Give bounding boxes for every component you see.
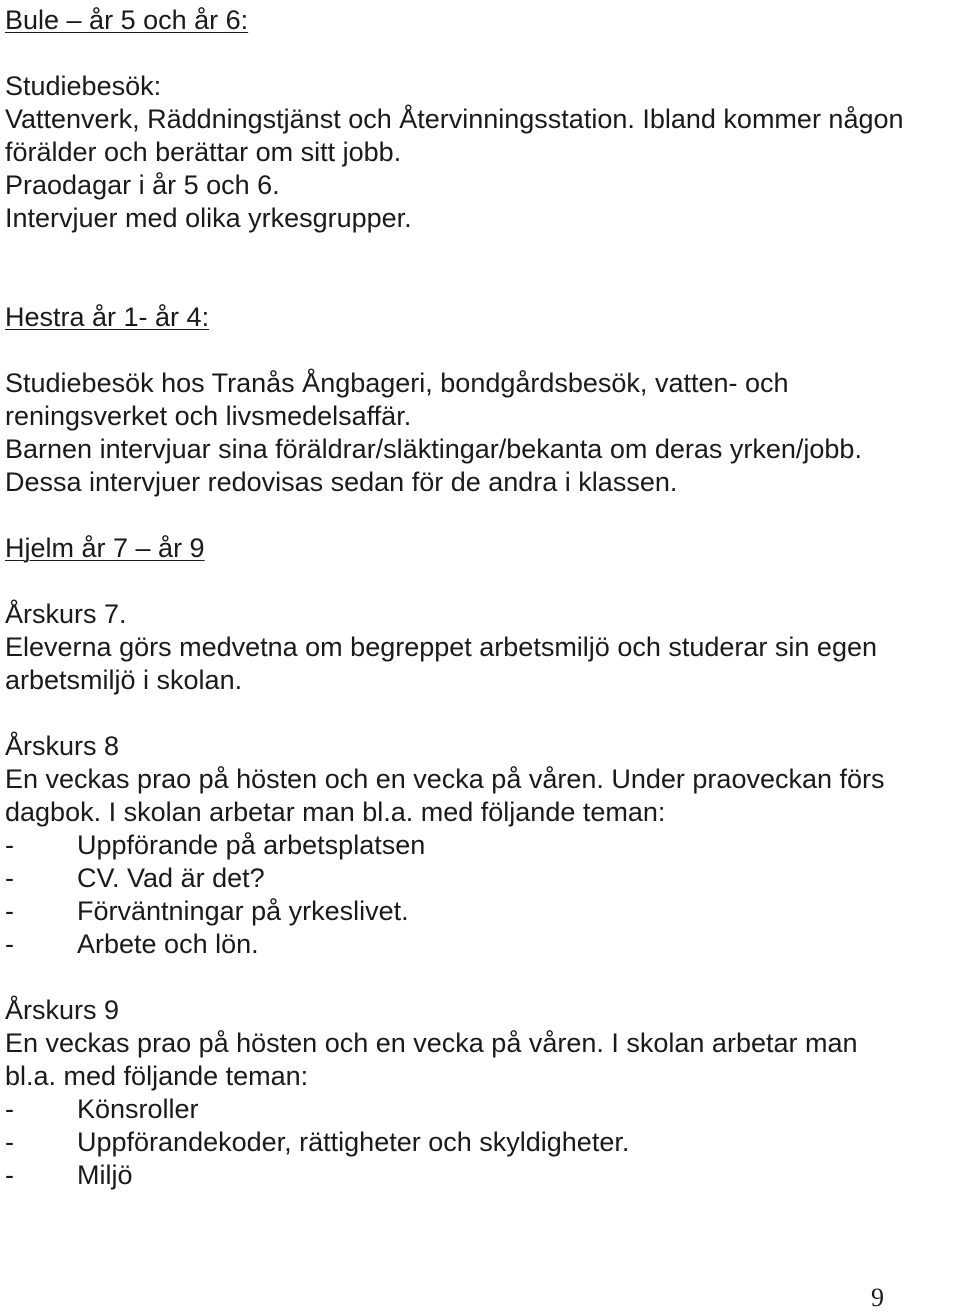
list-dash: - (5, 863, 14, 893)
list-dash: - (5, 830, 14, 860)
list-item-text: Uppförandekoder, rättigheter och skyldigheter. (77, 1127, 630, 1157)
list-item-text: Förväntningar på yrkeslivet. (77, 896, 409, 926)
list-item (5, 1159, 955, 1192)
list-item-text: Könsroller (77, 1094, 199, 1124)
list-item (5, 1093, 955, 1126)
list-dash: - (5, 1160, 14, 1190)
list-item (5, 829, 955, 862)
bule-line: förälder och berättar om sitt jobb. (5, 137, 402, 167)
list-item-text: CV. Vad är det? (77, 863, 265, 893)
list-item (5, 895, 955, 928)
page-number: 9 (871, 1283, 884, 1312)
list-item (5, 928, 955, 961)
list-dash: - (5, 929, 14, 959)
hestra-line: Barnen intervjuar sina föräldrar/släktingar/bekanta om deras yrken/jobb. (5, 434, 862, 464)
grade-7-title: Årskurs 7. (5, 599, 127, 629)
hestra-line: Dessa intervjuer redovisas sedan för de andra i klassen. (5, 467, 678, 497)
document-page (5, 0, 955, 1192)
grade-7-line: Eleverna görs medvetna om begreppet arbetsmiljö och studerar sin egen (5, 632, 877, 662)
list-item (5, 1126, 955, 1159)
bule-line: Intervjuer med olika yrkesgrupper. (5, 203, 412, 233)
grade-8-line: dagbok. I skolan arbetar man bl.a. med följande teman: (5, 797, 666, 827)
list-dash: - (5, 896, 14, 926)
grade-8-title: Årskurs 8 (5, 731, 120, 761)
grade-8-line: En veckas prao på hösten och en vecka på våren. Under praoveckan förs (5, 764, 885, 794)
list-dash: - (5, 1127, 14, 1157)
grade-9-title: Årskurs 9 (5, 995, 120, 1025)
list-item (5, 862, 955, 895)
list-item-text: Uppförande på arbetsplatsen (77, 830, 426, 860)
bule-line: Vattenverk, Räddningstjänst och Återvinningsstation. Ibland kommer någon (5, 104, 904, 134)
list-item-text: Arbete och lön. (77, 929, 259, 959)
hestra-line: Studiebesök hos Tranås Ångbageri, bondgårdsbesök, vatten- och (5, 368, 789, 398)
bule-line: Praodagar i år 5 och 6. (5, 170, 280, 200)
section-heading-bule: Bule – år 5 och år 6: (5, 5, 249, 35)
grade-9-line: En veckas prao på hösten och en vecka på våren. I skolan arbetar man (5, 1028, 858, 1058)
grade-9-line: bl.a. med följande teman: (5, 1061, 309, 1091)
section-heading-hestra: Hestra år 1- år 4: (5, 302, 210, 332)
list-item-text: Miljö (77, 1160, 133, 1190)
hestra-line: reningsverket och livsmedelsaffär. (5, 401, 412, 431)
list-dash: - (5, 1094, 14, 1124)
section-heading-hjelm: Hjelm år 7 – år 9 (5, 533, 205, 563)
bule-line: Studiebesök: (5, 71, 162, 101)
grade-7-line: arbetsmiljö i skolan. (5, 665, 243, 695)
